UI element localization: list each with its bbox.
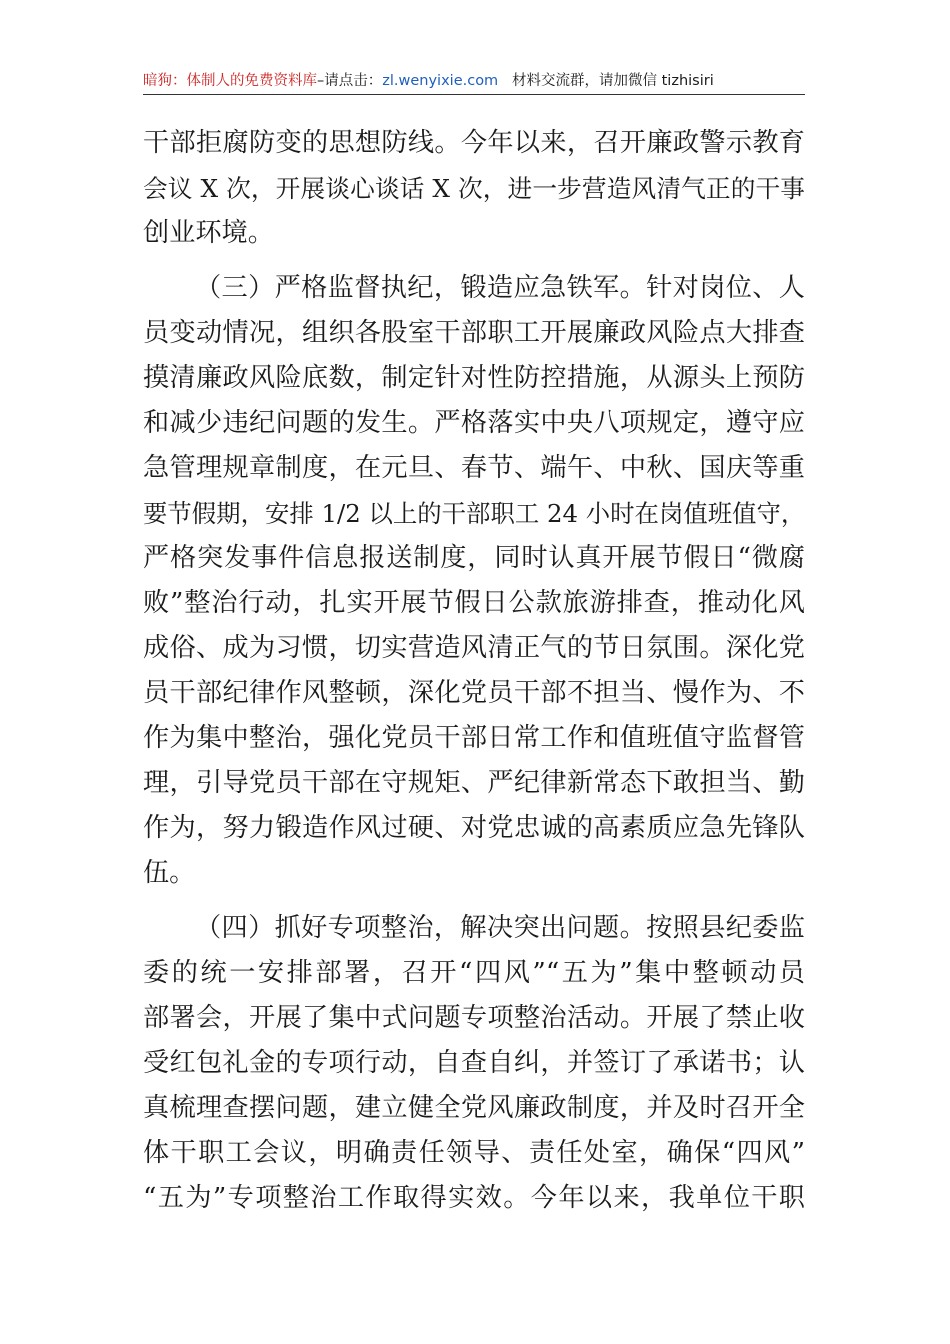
paragraph-gap [143,256,805,266]
body-line: 伍。 [143,858,196,888]
header-ad-text: 暗狗：体制人的免费资料库 [143,73,317,89]
body-line: 员干部纪律作风整顿，深化党员干部不担当、慢作为、不 [143,678,805,708]
body-line: “五为”专项整治工作取得实效。今年以来，我单位干职 [143,1183,805,1213]
header-wechat-info: 材料交流群，请加微信 tizhisiri [512,73,714,89]
body-line: 受红包礼金的专项行动，自查自纠，并签订了承诺书；认 [143,1048,805,1078]
body-line: 会议 X 次，开展谈心谈话 X 次，进一步营造风清气正的干事 [143,174,805,203]
header-wechat-text [498,73,512,89]
body-line: 理，引导党员干部在守规矩、严纪律新常态下敢担当、勤 [143,768,805,798]
body-line: 干部拒腐防变的思想防线。今年以来，召开廉政警示教育 [143,128,805,158]
header-divider [143,94,805,95]
paragraph-gap [143,896,805,906]
body-line: 要节假期，安排 1/2 以上的干部职工 24 小时在岗值班值守， [143,499,806,528]
header-click-prompt: –请点击： [317,73,383,89]
page-header-banner[interactable] [143,68,805,94]
document-body [143,121,805,1221]
header-url-link[interactable]: zl.wenyixie.com [382,73,499,89]
body-line: 败”整治行动，扎实开展节假日公款旅游排查，推动化风 [143,588,805,618]
body-line: 创业环境。 [143,218,274,248]
body-line: 委的统一安排部署，召开“四风”“五为”集中整顿动员 [143,958,805,988]
body-line: 严格突发事件信息报送制度，同时认真开展节假日“微腐 [143,543,805,573]
body-line: 成俗、成为习惯，切实营造风清正气的节日氛围。深化党 [143,633,805,663]
paragraph-heading-line: （四）抓好专项整治，解决突出问题。按照县纪委监 [195,913,805,943]
body-line: 体干职工会议，明确责任领导、责任处室，确保“四风” [143,1138,805,1168]
body-line: 真梳理查摆问题，建立健全党风廉政制度，并及时召开全 [143,1093,805,1123]
paragraph-heading-line: （三）严格监督执纪，锻造应急铁军。针对岗位、人 [195,273,805,303]
body-line: 作为集中整治，强化党员干部日常工作和值班值守监督管 [143,723,805,753]
body-line: 员变动情况，组织各股室干部职工开展廉政风险点大排查 [143,318,805,348]
body-line: 和减少违纪问题的发生。严格落实中央八项规定，遵守应 [143,408,805,438]
body-line: 部署会，开展了集中式问题专项整治活动。开展了禁止收 [143,1003,805,1033]
body-line: 摸清廉政风险底数，制定针对性防控措施，从源头上预防 [143,363,805,393]
body-line: 急管理规章制度，在元旦、春节、端午、中秋、国庆等重 [143,453,805,483]
body-line: 作为，努力锻造作风过硬、对党忠诚的高素质应急先锋队 [143,813,805,843]
